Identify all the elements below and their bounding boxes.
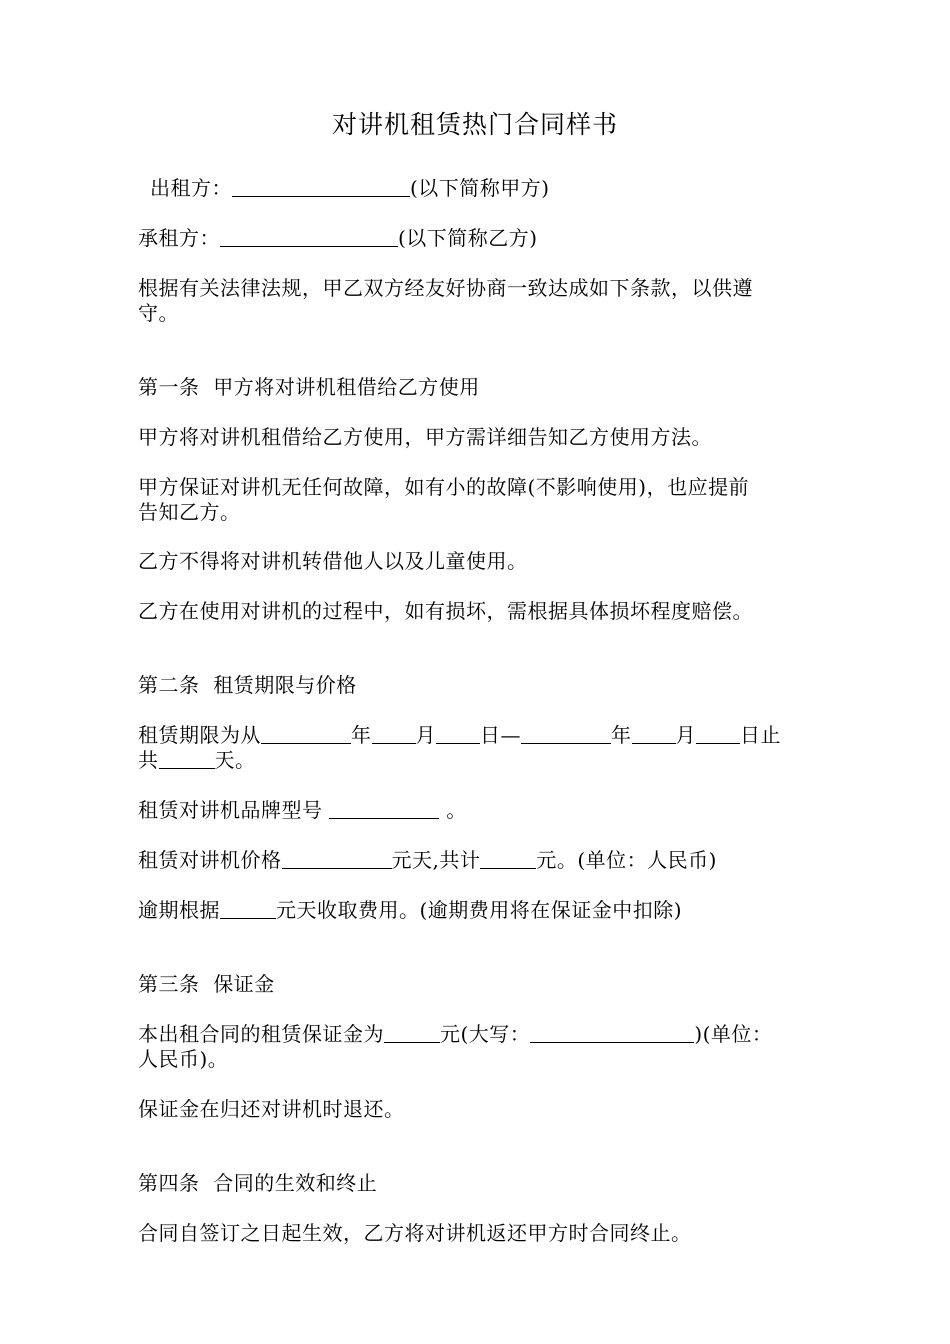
end-month-label: 月 (675, 723, 696, 747)
end-year-blank[interactable] (521, 725, 611, 744)
rental-days-line (138, 748, 818, 772)
price-blank[interactable] (282, 850, 392, 869)
lessor-suffix: (以下简称甲方) (410, 176, 550, 200)
lessee-blank[interactable] (220, 228, 398, 247)
brand-model-end: 。 (439, 798, 467, 822)
article-1-para-1: 甲方将对讲机租借给乙方使用，甲方需详细告知乙方使用方法。 (138, 425, 712, 449)
start-year-label: 年 (351, 723, 372, 747)
article-4-heading: 第四条 合同的生效和终止 (138, 1171, 378, 1195)
article-1-para-2-line-2: 告知乙方。 (138, 500, 241, 524)
overdue-label: 逾期根据 (138, 898, 220, 922)
article-3-heading: 第三条 保证金 (138, 972, 275, 996)
start-month-label: 月 (415, 723, 436, 747)
lessee-suffix: (以下简称乙方) (398, 226, 538, 250)
document-title: 对讲机租赁热门合同样书 (331, 110, 618, 139)
start-day-label: 日— (480, 723, 521, 747)
price-label: 租赁对讲机价格 (138, 848, 282, 872)
deposit-capital-blank[interactable] (530, 1024, 694, 1043)
days-label: 天。 (214, 748, 256, 772)
lessor-label: 出租方： (150, 176, 232, 200)
brand-model-blank[interactable] (329, 800, 439, 819)
price-mid: 元天,共计 (391, 848, 481, 872)
rental-term-line (138, 723, 818, 747)
lessor-blank[interactable] (232, 178, 410, 197)
deposit-line (138, 1022, 838, 1046)
article-1-heading: 第一条 甲方将对讲机租借给乙方使用 (138, 375, 480, 399)
total-label: 共 (138, 748, 159, 772)
deposit-amount-blank[interactable] (384, 1024, 440, 1043)
article-4-para-1: 合同自签订之日起生效，乙方将对讲机返还甲方时合同终止。 (138, 1221, 692, 1245)
end-day-blank[interactable] (696, 725, 740, 744)
brand-model-label: 租赁对讲机品牌型号 (138, 798, 330, 822)
end-day-label: 日止 (740, 723, 781, 747)
intro-line-1: 根据有关法律法规，甲乙双方经友好协商一致达成如下条款，以供遵 (138, 276, 753, 300)
overdue-end: 元天收取费用。(逾期费用将在保证金中扣除) (276, 898, 683, 922)
end-month-blank[interactable] (632, 725, 676, 744)
deposit-unit-label: )(单位： (694, 1022, 773, 1046)
rental-term-label: 租赁期限为从 (138, 723, 261, 747)
end-year-label: 年 (611, 723, 632, 747)
total-days-blank[interactable] (159, 750, 215, 769)
start-year-blank[interactable] (261, 725, 351, 744)
start-day-blank[interactable] (436, 725, 480, 744)
article-1-para-4: 乙方在使用对讲机的过程中，如有损坏，需根据具体损坏程度赔偿。 (138, 599, 753, 623)
article-1-para-3: 乙方不得将对讲机转借他人以及儿童使用。 (138, 549, 528, 573)
deposit-label: 本出租合同的租赁保证金为 (138, 1022, 384, 1046)
deposit-line-2: 人民币)。 (138, 1047, 229, 1071)
deposit-refund: 保证金在归还对讲机时退还。 (138, 1097, 405, 1121)
intro-line-2: 守。 (138, 301, 179, 325)
brand-model-line (138, 798, 818, 822)
start-month-blank[interactable] (372, 725, 416, 744)
overdue-fee-blank[interactable] (220, 900, 276, 919)
total-price-blank[interactable] (480, 850, 536, 869)
lessor-line (150, 176, 830, 200)
price-line (138, 848, 818, 872)
price-end: 元。(单位：人民币) (536, 848, 717, 872)
deposit-capital-label: 元(大写： (440, 1022, 531, 1046)
lessee-label: 承租方： (138, 226, 220, 250)
article-2-heading: 第二条 租赁期限与价格 (138, 673, 357, 697)
lessee-line (138, 226, 818, 250)
article-1-para-2-line-1: 甲方保证对讲机无任何故障，如有小的故障(不影响使用)，也应提前 (138, 475, 750, 499)
overdue-line (138, 898, 818, 922)
